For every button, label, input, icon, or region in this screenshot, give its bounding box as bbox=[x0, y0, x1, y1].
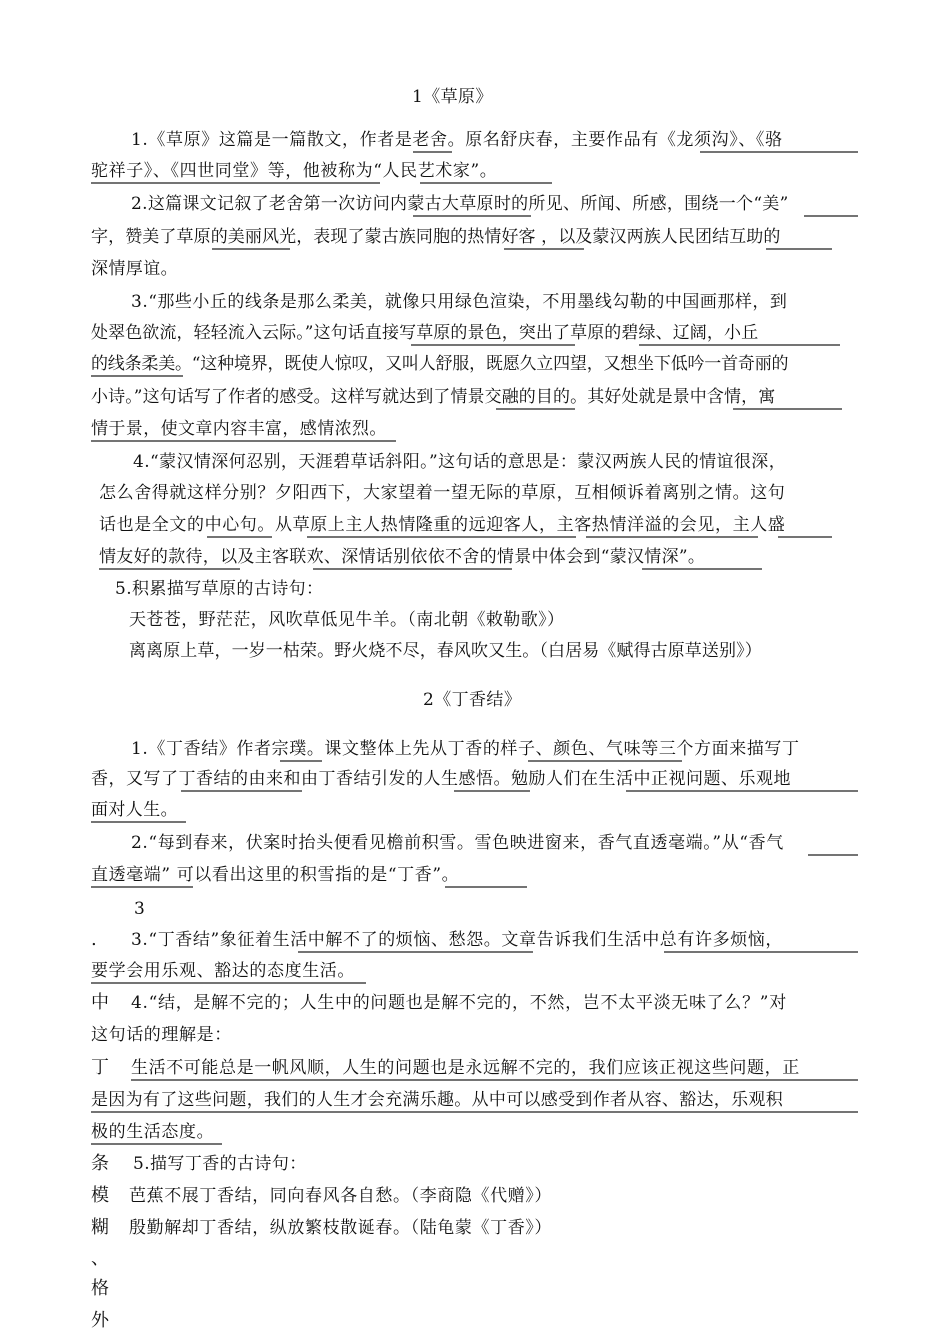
s1-line-15: 5.积累描写草原的古诗句： bbox=[115, 579, 324, 599]
section-1-title: 1《草原》 bbox=[412, 87, 493, 107]
s1-line-10: 情于景，使文章内容丰富，感情浓烈。 bbox=[91, 419, 387, 439]
s1-line-9: 小诗。”这句话写了作者的感受。这样写就达到了情景交融的目的。其好处就是景中含情，寓 bbox=[91, 387, 776, 407]
s1-line-5: 深情厚谊。 bbox=[91, 259, 178, 279]
s2-line-15: 芭蕉不展丁香结，同向春风各自愁。（李商隐《代赠》） bbox=[129, 1186, 552, 1206]
s2-line-10: 这句话的理解是： bbox=[91, 1025, 232, 1045]
page-number: 3 bbox=[134, 899, 146, 919]
s1-line-17: 离离原上草，一岁一枯荣。野火烧不尽，春风吹又生。（白居易《赋得古原草送别》） bbox=[129, 641, 762, 661]
s2-line-16: 殷勤解却丁香结，纵放繁枝散诞春。（陆龟蒙《丁香》） bbox=[129, 1218, 552, 1238]
s2-line-14: 5.描写丁香的古诗句： bbox=[133, 1154, 307, 1174]
s1-line-16: 天苍苍，野茫茫，风吹草低见牛羊。（南北朝《敕勒歌》） bbox=[129, 610, 565, 630]
s2-line-1: 1.《丁香结》作者宗璞。课文整体上先从丁香的样子、颜色、气味等三个方面来描写丁 bbox=[131, 739, 800, 759]
s2-line-13: 极的生活态度。 bbox=[91, 1122, 215, 1142]
s1-line-6: 3.“那些小丘的线条是那么柔美，就像只用绿色渲染，不用墨线勾勒的中国画那样，到 bbox=[131, 292, 788, 312]
s1-line-12: 怎么舍得就这样分别？夕阳西下，大家望着一望无际的草原，互相倾诉着离别之情。这句 bbox=[99, 483, 786, 503]
section-2-title: 2《丁香结》 bbox=[423, 690, 522, 710]
margin-char: 丁 bbox=[91, 1057, 110, 1078]
s2-line-11: 生活不可能总是一帆风顺，人生的问题也是永远解不完的，我们应该正视这些问题，正 bbox=[131, 1058, 800, 1078]
s1-line-1: 1.《草原》这篇是一篇散文，作者是老舍。原名舒庆春，主要作品有《龙须沟》、《骆 bbox=[131, 130, 783, 150]
margin-char: 条 bbox=[91, 1153, 110, 1174]
s2-line-4: 2.“每到春来，伏案时抬头便看见檐前积雪。雪色映进窗来，香气直透毫端。”从“香气 bbox=[131, 833, 784, 853]
margin-char: 格 bbox=[91, 1278, 110, 1299]
s2-line-5: 直透毫端” 可以看出这里的积雪指的是“丁香”。 bbox=[91, 865, 460, 885]
s1-line-4: 字，赞美了草原的美丽风光，表现了蒙古族同胞的热情好客 ，以及蒙汉两族人民团结互助的 bbox=[91, 227, 781, 247]
s2-line-9: 4.“结，是解不完的；人生中的问题也是解不完的，不然，岂不太平淡无味了么？”对 bbox=[131, 993, 787, 1013]
s1-line-11: 4.“蒙汉情深何忍别，天涯碧草话斜阳。”这句话的意思是：蒙汉两族人民的情谊很深， bbox=[133, 452, 787, 472]
s1-line-2: 驼祥子》、《四世同堂》等，他被称为“人民艺术家”。 bbox=[91, 161, 498, 181]
s2-line-12: 是因为有了这些问题，我们的人生才会充满乐趣。从中可以感受到作者从容、豁达，乐观积 bbox=[91, 1090, 783, 1110]
s2-line-3: 面对人生。 bbox=[91, 800, 178, 820]
margin-char: 、 bbox=[91, 1248, 110, 1269]
margin-char: 外 bbox=[91, 1310, 110, 1331]
s1-line-8: 的线条柔美。“这种境界，既使人惊叹，又叫人舒服，既愿久立四望，又想坐下低吟一首奇丽的 bbox=[91, 354, 789, 374]
margin-char: 模 bbox=[91, 1185, 110, 1206]
s1-line-3: 2.这篇课文记叙了老舍第一次访问内蒙古大草原时的所见、所闻、所感，围绕一个“美” bbox=[131, 194, 789, 214]
s1-line-13: 话也是全文的中心句。从草原上主人热情隆重的远迎客人，主客热情洋溢的会见，主人盛 bbox=[99, 515, 786, 535]
s2-line-2: 香，又写了丁香结的由来和由丁香结引发的人生感悟。勉励人们在生活中正视问题、乐观地 bbox=[91, 769, 791, 789]
margin-char: 糊 bbox=[91, 1217, 110, 1238]
s2-line-7: 3.“丁香结”象征着生活中解不了的烦恼、愁怨。文章告诉我们生活中总有许多烦恼， bbox=[131, 930, 783, 950]
margin-char: 中 bbox=[91, 992, 110, 1013]
margin-char: . bbox=[91, 929, 98, 950]
s2-line-8: 要学会用乐观、豁达的态度生活。 bbox=[91, 961, 355, 981]
s1-line-7: 处翠色欲流，轻轻流入云际。”这句话直接写草原的景色，突出了草原的碧绿、辽阔，小丘 bbox=[91, 323, 759, 343]
s1-line-14: 情友好的款待，以及主客联欢、深情话别依依不舍的情景中体会到“蒙汉情深”。 bbox=[99, 547, 706, 567]
